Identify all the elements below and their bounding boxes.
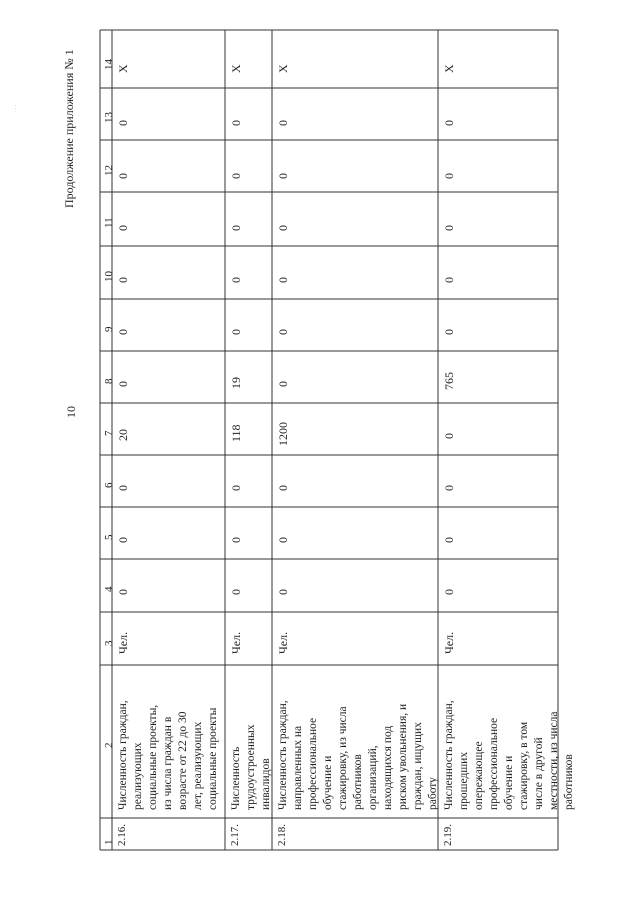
row-description-line: обучение и	[322, 755, 334, 810]
col-header-6: 6	[103, 482, 115, 488]
cell-col14: X	[116, 64, 130, 73]
col-header-1: 1	[103, 839, 115, 845]
cell-col6: 0	[116, 485, 130, 491]
col-header-8: 8	[103, 378, 115, 384]
cell-col12: 0	[116, 173, 130, 179]
col-header-12: 12	[103, 165, 115, 176]
cell-col13: 0	[116, 120, 130, 126]
row-description-line: стажировку, из числа	[337, 706, 349, 810]
row-number: 2.19.	[442, 824, 454, 846]
col-header-2: 2	[103, 742, 115, 748]
row-description-line: Численность	[230, 746, 242, 810]
col-header-11: 11	[103, 217, 115, 228]
row-description-line: организаций,	[367, 745, 379, 810]
cell-col4: 0	[276, 589, 290, 595]
cell-col10: 0	[229, 277, 243, 283]
cell-col7: 0	[442, 433, 456, 439]
row-description-line: работу	[427, 777, 439, 810]
cell-col9: 0	[116, 329, 130, 335]
col-header-4: 4	[103, 586, 115, 592]
row-description-line: риском увольнения, и	[397, 703, 409, 810]
row-description-line: опережающее	[473, 741, 485, 810]
cell-col9: 0	[276, 329, 290, 335]
cell-col13: 0	[229, 120, 243, 126]
cell-col11: 0	[442, 225, 456, 231]
row-description-line: работников	[563, 754, 575, 810]
row-description-line: Численность граждан,	[117, 700, 129, 810]
col-header-3: 3	[103, 640, 115, 646]
row-description-line: трудоустроенных	[245, 724, 257, 810]
row-description-line: Численность граждан,	[443, 700, 455, 810]
cell-col5: 0	[229, 537, 243, 543]
row-description-line: социальные проекты	[207, 707, 219, 810]
row-description-line: граждан, ищущих	[412, 722, 424, 810]
cell-col8: 0	[276, 381, 290, 387]
col-header-13: 13	[103, 112, 115, 123]
cell-col11: 0	[116, 225, 130, 231]
cell-col12: 0	[442, 173, 456, 179]
row-description	[276, 700, 441, 810]
cell-col11: 0	[276, 225, 290, 231]
cell-col5: 0	[442, 537, 456, 543]
cell-col8: 765	[442, 372, 456, 390]
cell-col14: X	[229, 64, 243, 73]
row-description-line: местности, из числа	[548, 711, 560, 810]
cell-col4: 0	[116, 589, 130, 595]
row-number: 2.18.	[276, 824, 288, 846]
cell-col4: 0	[229, 589, 243, 595]
row-description-line: профессиональное	[307, 717, 319, 810]
col-header-7: 7	[103, 430, 115, 436]
row-description-line: обучение и	[503, 755, 515, 810]
cell-col5: 0	[276, 537, 290, 543]
row-description	[229, 724, 274, 810]
page-number: 10	[64, 406, 78, 418]
col-header-14: 14	[103, 59, 115, 70]
row-description-line: работников	[352, 754, 364, 810]
row-description-line: числе в другой	[533, 737, 545, 810]
cell-col14: X	[442, 64, 456, 73]
cell-col7: 118	[229, 424, 243, 442]
cell-unit: Чел.	[442, 631, 456, 654]
row-description-line: лет, реализующих	[192, 721, 204, 810]
cell-col6: 0	[229, 485, 243, 491]
cell-col13: 0	[276, 120, 290, 126]
col-header-10: 10	[103, 271, 115, 282]
cell-col12: 0	[276, 173, 290, 179]
cell-col9: 0	[442, 329, 456, 335]
cell-col8: 0	[116, 381, 130, 387]
cell-col6: 0	[276, 485, 290, 491]
row-description-line: социальные проекты,	[147, 704, 159, 810]
cell-unit: Чел.	[276, 631, 290, 654]
cell-col10: 0	[442, 277, 456, 283]
col-header-5: 5	[103, 534, 115, 540]
cell-col7: 1200	[276, 422, 290, 446]
row-description-line: Численность граждан,	[277, 700, 289, 810]
row-description-line: находящихся под	[382, 725, 394, 810]
cell-col11: 0	[229, 225, 243, 231]
row-description	[442, 700, 577, 810]
row-description-line: прошедших	[458, 751, 470, 810]
faint-header-text: ...	[10, 103, 18, 112]
cell-unit: Чел.	[229, 631, 243, 654]
cell-col13: 0	[442, 120, 456, 126]
cell-col10: 0	[276, 277, 290, 283]
row-description	[116, 700, 221, 810]
row-description-line: стажировку, в том	[518, 721, 530, 810]
cell-col5: 0	[116, 537, 130, 543]
cell-col9: 0	[229, 329, 243, 335]
row-description-line: направленных на	[292, 725, 304, 810]
row-description-line: инвалидов	[260, 758, 272, 810]
cell-col12: 0	[229, 173, 243, 179]
row-number: 2.17.	[229, 824, 241, 846]
row-description-line: реализующих	[132, 742, 144, 810]
row-number: 2.16.	[116, 824, 128, 846]
row-description-line: профессиональное	[488, 717, 500, 810]
continuation-label: Продолжение приложения № 1	[62, 49, 76, 208]
cell-col10: 0	[116, 277, 130, 283]
cell-col14: X	[276, 64, 290, 73]
row-description-line: из числа граждан в	[162, 716, 174, 810]
cell-col4: 0	[442, 589, 456, 595]
cell-col6: 0	[442, 485, 456, 491]
cell-col8: 19	[229, 377, 243, 389]
cell-col7: 20	[116, 429, 130, 441]
cell-unit: Чел.	[116, 631, 130, 654]
col-header-9: 9	[103, 326, 115, 332]
row-description-line: возрасте от 22 до 30	[177, 711, 189, 810]
